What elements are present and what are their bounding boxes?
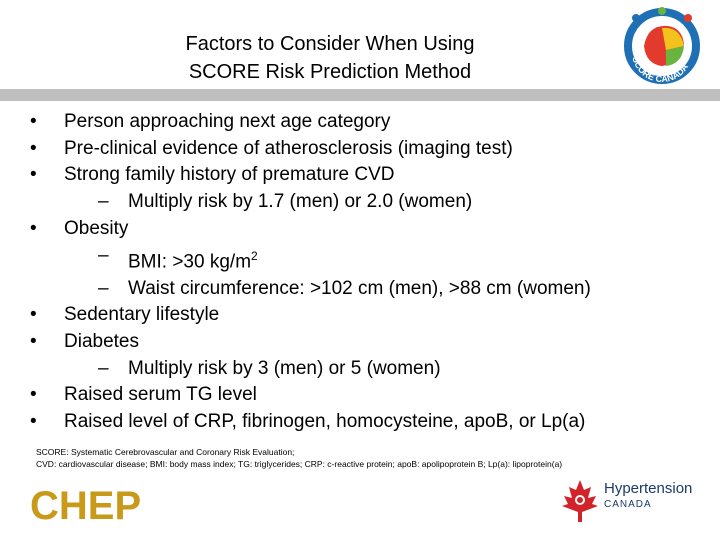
dash-mark: – [98, 191, 109, 213]
bullet-mark: • [30, 217, 37, 239]
superscript: 2 [251, 248, 258, 263]
bullet-text: Multiply risk by 3 (men) or 5 (women) [128, 357, 441, 379]
chep-logo [30, 484, 142, 524]
bullet-item [30, 302, 710, 329]
bullet-text: Multiply risk by 1.7 (men) or 2.0 (women) [128, 191, 473, 213]
bullet-text: Raised level of CRP, fibrinogen, homocysteine, apoB, or Lp(a) [64, 411, 586, 433]
bullet-item [30, 216, 710, 243]
bullet-text: Raised serum TG level [64, 384, 257, 406]
bullet-mark: • [30, 137, 37, 159]
bullet-item [30, 136, 710, 163]
bullet-list [30, 109, 710, 436]
title-line-2: SCORE Risk Prediction Method [188, 61, 472, 83]
footnote [36, 446, 562, 470]
sub-bullet-item [30, 276, 710, 303]
sub-bullet-item [30, 189, 710, 216]
bullet-mark: • [30, 304, 37, 326]
slide-title [120, 30, 540, 86]
sub-bullet-item [30, 243, 710, 276]
dash-mark: – [98, 357, 109, 379]
bullet-text: BMI: >30 kg/m [128, 250, 252, 272]
score-canada-text: SCORE CANADA [630, 55, 691, 85]
bullet-mark: • [30, 384, 37, 406]
bullet-item [30, 409, 710, 436]
title-divider [0, 89, 720, 101]
title-line-1: Factors to Consider When Using [185, 33, 475, 55]
bullet-text: Obesity [64, 217, 129, 239]
chep-text: CHEP [30, 484, 142, 524]
bullet-mark: • [30, 164, 37, 186]
bullet-text: Diabetes [64, 330, 139, 352]
score-canada-logo [622, 6, 702, 86]
bullet-item [30, 329, 710, 356]
bullet-mark: • [30, 111, 37, 132]
bullet-text: Sedentary lifestyle [64, 304, 220, 326]
bullet-text: Person approaching next age category [64, 111, 391, 132]
maple-leaf-icon [560, 476, 600, 524]
bullet-mark: • [30, 330, 37, 352]
hypertension-canada-logo [560, 476, 710, 526]
bullet-item [30, 109, 710, 136]
bullet-text: Pre-clinical evidence of atherosclerosis (imaging test) [64, 137, 513, 159]
canada-text: CANADA [604, 499, 652, 510]
hypertension-text: Hypertension [604, 480, 693, 497]
dash-mark: – [98, 277, 109, 299]
bullet-item [30, 162, 710, 189]
dash-mark: – [98, 244, 109, 266]
bullet-text: Waist circumference: >102 cm (men), >88 cm (women) [128, 277, 591, 299]
bullet-mark: • [30, 411, 37, 433]
footnote-line-1: SCORE: Systematic Cerebrovascular and Coronary Risk Evaluation; [36, 447, 295, 457]
bullet-item [30, 382, 710, 409]
sub-bullet-item [30, 356, 710, 383]
bullet-text: Strong family history of premature CVD [64, 164, 395, 186]
footnote-line-2: CVD: cardiovascular disease; BMI: body mass index; TG: triglycerides; CRP: c-reactive protein; apoB: apolipoprotein B; Lp(a): lipoprotein(a) [36, 459, 563, 469]
